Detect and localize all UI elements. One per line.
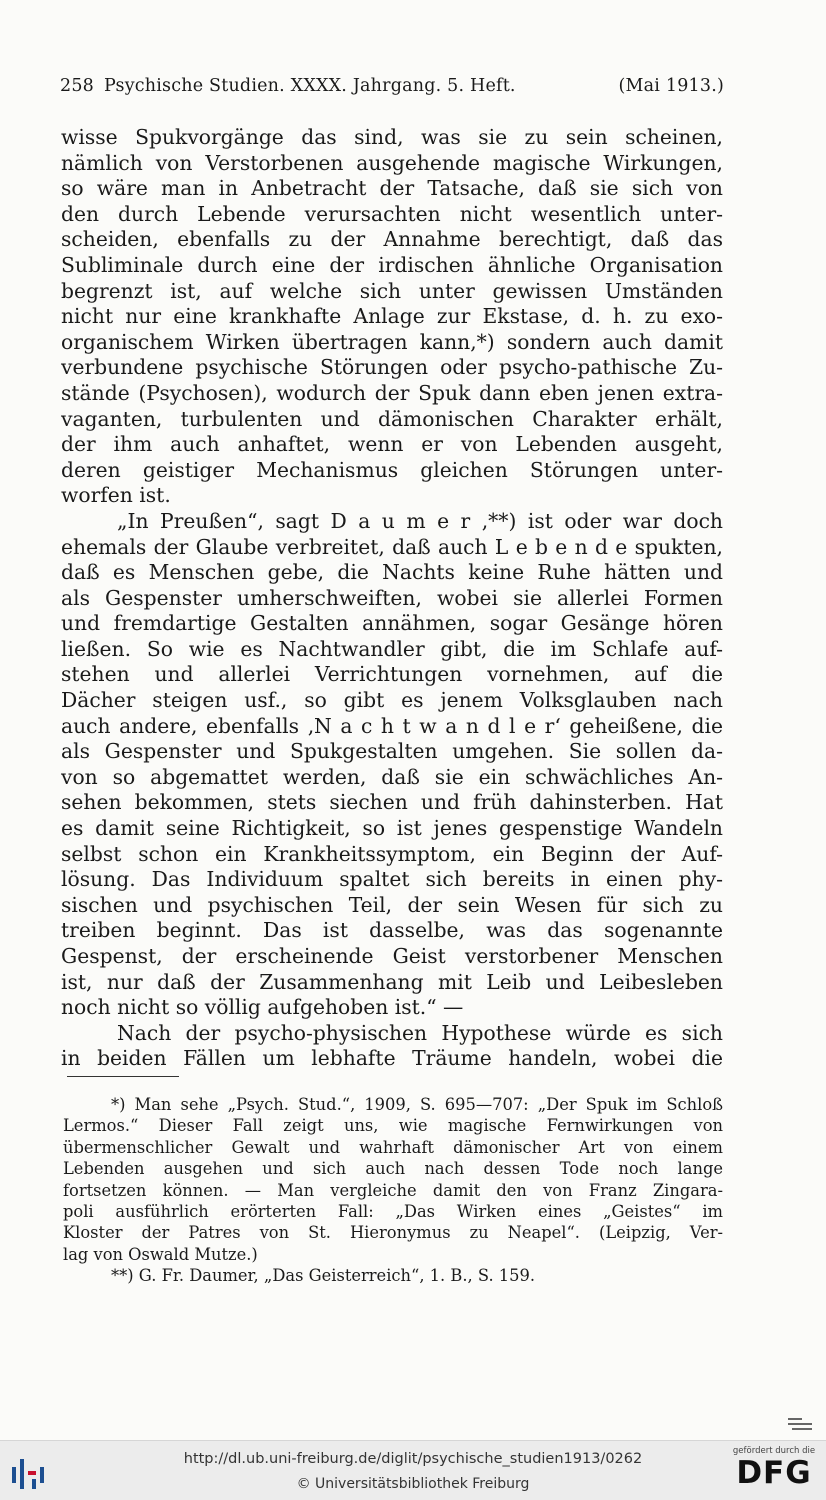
- text-line: organischem Wirken übertragen kann,*) sondern auch damit: [61, 329, 723, 354]
- viewer-footer: [0, 1440, 826, 1500]
- footnote-line: lag von Oswald Mutze.): [63, 1244, 258, 1264]
- scan-mark-icon: [786, 1416, 816, 1432]
- text-line: stände (Psychosen), wodurch der Spuk dann eben jenen extra-: [61, 380, 723, 405]
- issue-date: (Mai 1913.): [618, 76, 724, 96]
- text-line: scheiden, ebenfalls zu der Annahme berechtigt, daß das: [61, 227, 723, 252]
- text-line: daß es Menschen gebe, die Nachts keine Ruhe hätten und: [61, 560, 723, 585]
- text-line: nämlich von Verstorbenen ausgehende magische Wirkungen,: [61, 150, 723, 175]
- text-line: als Gespenster umherschweiften, wobei sie allerlei Formen: [61, 585, 723, 610]
- footnote-line: **) G. Fr. Daumer, „Das Geisterreich“, 1. B., S. 159.: [111, 1266, 536, 1286]
- footnote-line: übermenschlicher Gewalt und wahrhaft dämonischer Art von einem: [63, 1137, 723, 1157]
- footnote-line: poli ausführlich erörterten Fall: „Das Wirken eines „Geistes“ im: [63, 1201, 723, 1221]
- page-number: 258: [60, 76, 95, 96]
- text-line: Gespenst, der erscheinende Geist verstorbener Menschen: [61, 944, 723, 968]
- footnote-separator: [67, 1076, 179, 1077]
- text-line: wisse Spukvorgänge das sind, was sie zu sein scheinen,: [61, 125, 723, 149]
- text-line: worfen ist.: [61, 483, 171, 508]
- text-line: ließen. So wie es Nachtwandler gibt, die im Schlafe auf-: [61, 636, 723, 661]
- text-line: auch andere, ebenfalls ‚N a c h t w a n d l e r‘ geheißene, die: [61, 713, 723, 738]
- dfg-tagline: gefördert durch die: [732, 1446, 816, 1456]
- text-line: es damit seine Richtigkeit, so ist jenes gespenstige Wandeln: [61, 816, 723, 841]
- text-line: und fremdartige Gestalten annähmen, sogar Gesänge hören: [61, 611, 723, 636]
- text-line: lösung. Das Individuum spaltet sich bereits in einen phy-: [61, 867, 723, 892]
- dfg-wordmark: DFG: [736, 1455, 812, 1491]
- text-line: vaganten, turbulenten und dämonischen Charakter erhält,: [61, 406, 723, 431]
- footnote-line: *) Man sehe „Psych. Stud.“, 1909, S. 695—707: „Der Spuk im Schloß: [111, 1095, 723, 1114]
- text-line: als Gespenster und Spukgestalten umgehen. Sie sollen da-: [61, 739, 723, 764]
- text-line: noch nicht so völlig aufgehoben ist.“ —: [61, 995, 464, 1020]
- text-line: treiben beginnt. Das ist dasselbe, was das sogenannte: [61, 918, 723, 943]
- text-line: den durch Lebende verursachten nicht wesentlich unter-: [61, 201, 723, 226]
- dfg-logo: [728, 1446, 820, 1496]
- text-line: der ihm auch anhaftet, wenn er von Lebenden ausgeht,: [61, 432, 723, 457]
- text-line: begrenzt ist, auf welche sich unter gewissen Umständen: [61, 278, 723, 303]
- text-line: Subliminale durch eine der irdischen ähnliche Organisation: [61, 252, 723, 277]
- text-line: nicht nur eine krankhafte Anlage zur Ekstase, d. h. zu exo-: [61, 304, 723, 329]
- text-line: ehemals der Glaube verbreitet, daß auch L e b e n d e spukten,: [61, 534, 723, 559]
- text-line: sischen und psychischen Teil, der sein Wesen für sich zu: [61, 892, 723, 917]
- footnote-line: fortsetzen können. — Man vergleiche damit den von Franz Zingara-: [63, 1180, 723, 1200]
- text-line: so wäre man in Anbetracht der Tatsache, daß sie sich von: [61, 176, 723, 201]
- footnote-line: Lermos.“ Dieser Fall zeigt uns, wie magische Fernwirkungen von: [63, 1116, 723, 1136]
- text-line: stehen und allerlei Verrichtungen vornehmen, auf die: [61, 662, 723, 687]
- footnote-line: Lebenden ausgehen und sich auch nach dessen Tode noch lange: [63, 1159, 723, 1179]
- text-line: selbst schon ein Krankheitssymptom, ein Beginn der Auf-: [61, 841, 723, 866]
- text-line: deren geistiger Mechanismus gleichen Störungen unter-: [61, 457, 723, 482]
- copyright-notice: © Universitätsbibliothek Freiburg: [296, 1476, 530, 1492]
- text-line: Dächer steigen usf., so gibt es jenem Volksglauben nach: [61, 688, 723, 713]
- text-line: Nach der psycho-physischen Hypothese würde es sich: [117, 1020, 723, 1045]
- text-line: von so abgemattet werden, daß sie ein schwächliches An-: [61, 764, 723, 789]
- journal-title: Psychische Studien. XXXX. Jahrgang. 5. Heft.: [104, 76, 516, 96]
- body-text: [61, 125, 723, 1072]
- running-header: [60, 76, 724, 96]
- text-line: ist, nur daß der Zusammenhang mit Leib und Leibesleben: [61, 969, 723, 994]
- text-line: verbundene psychische Störungen oder psycho-pathische Zu-: [61, 355, 723, 380]
- footnote-line: Kloster der Patres von St. Hieronymus zu Neapel“. (Leipzig, Ver-: [63, 1223, 723, 1243]
- text-line: in beiden Fällen um lebhafte Träume handeln, wobei die: [61, 1046, 723, 1071]
- text-line: „In Preußen“, sagt D a u m e r ,**) ist oder war doch: [117, 508, 723, 533]
- document-url[interactable]: http://dl.ub.uni-freiburg.de/diglit/psychische_studien1913/0262: [183, 1451, 643, 1467]
- text-line: sehen bekommen, stets siechen und früh dahinsterben. Hat: [61, 790, 723, 815]
- footnotes: [63, 1094, 723, 1287]
